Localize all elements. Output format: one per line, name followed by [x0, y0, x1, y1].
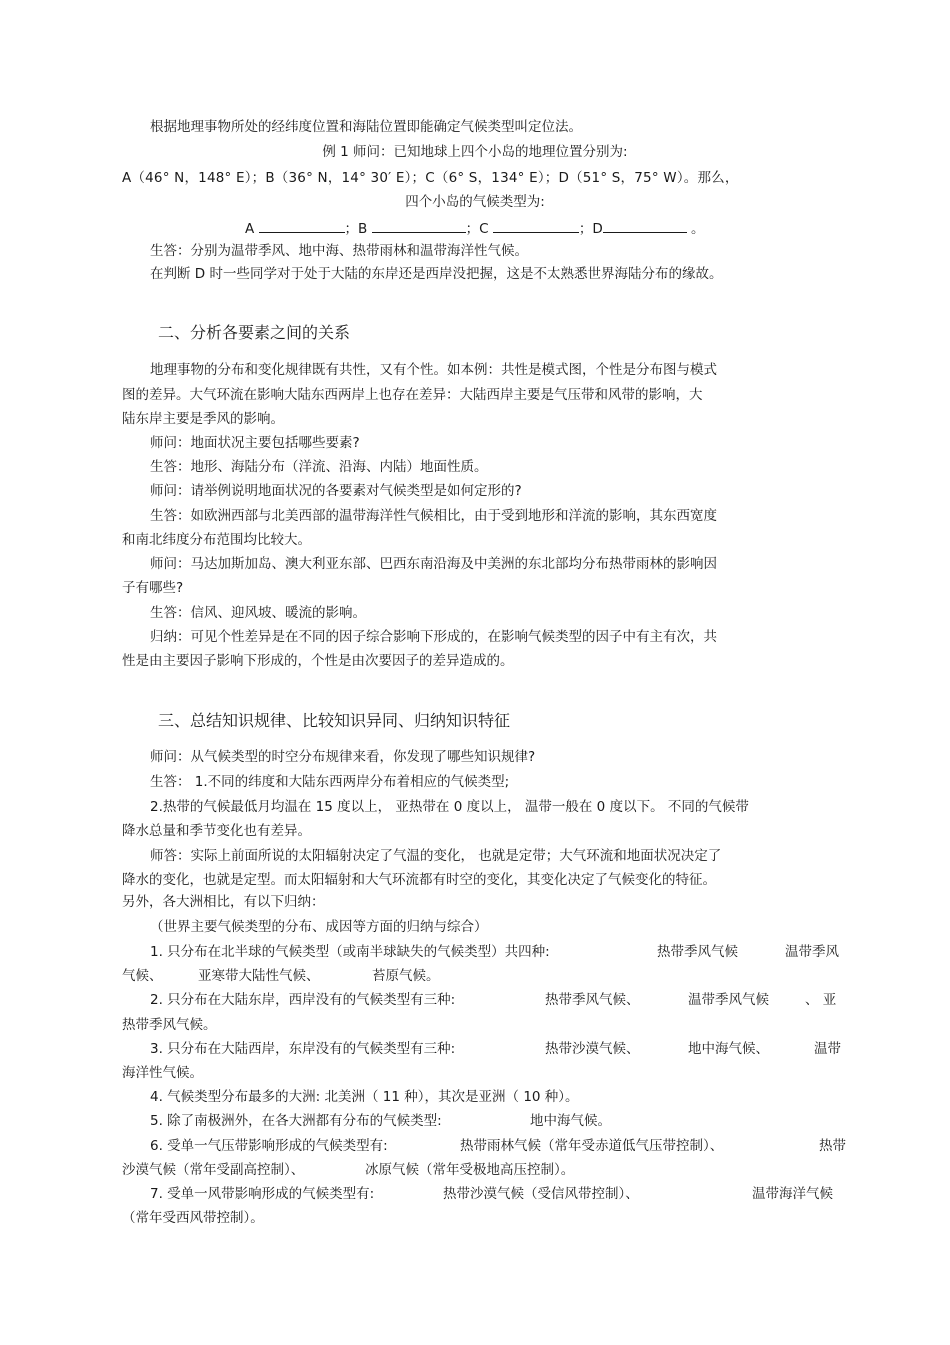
item3-line1-lead: 3. 只分布在大陆西岸，东岸没有的气候类型有三种: [150, 1041, 456, 1057]
example-question: 四个小岛的气候类型为: [405, 194, 545, 210]
item1-line1-lead: 1. 只分布在北半球的气候类型（或南半球缺失的气候类型）共四种: [150, 944, 550, 960]
paragraph-intro: 根据地理事物所处的经纬度位置和海陆位置即能确定气候类型叫定位法。 [150, 119, 582, 135]
section3-teacher-question: 师问：从气候类型的时空分布规律来看，你发现了哪些知识规律? [150, 749, 536, 765]
summary-line1: 归纳：可见个性差异是在不同的因子综合影响下形成的，在影响气候类型的因子中有主有次，共 [150, 629, 717, 645]
example-coordinates: A（46° N，148° E）；B（36° N，14° 30′ E）；C（6° S，134° E）；D（51° S，75° W）。那么， [122, 170, 739, 186]
section3-teacher-answer-line2: 降水的变化，也就是定型。而太阳辐射和大气环流都有时空的变化，其变化决定了气候变化的特征。 [122, 872, 716, 888]
teacher-question-3-line1: 师问：马达加斯加岛、澳大利亚东部、巴西东南沿海及中美洲的东北部均分布热带雨林的影响因 [150, 556, 717, 572]
student-answer-4: 生答：信风、迎风坡、暖流的影响。 [150, 605, 366, 621]
teacher-note-1: 在判断 D 时一些同学对于处于大陆的东岸还是西岸没把握，这是不太熟悉世界海陆分布的缘故。 [150, 266, 723, 282]
blank-a[interactable] [259, 218, 345, 233]
item3-line1-term2: 地中海气候、 [688, 1041, 769, 1057]
item4: 4. 气候类型分布最多的大洲: 北美洲（ 11 种），其次是亚洲（ 10 种）。 [150, 1089, 579, 1105]
summary-line2: 性是由主要因子影响下形成的，个性是由次要因子的差异造成的。 [122, 653, 514, 669]
item6-line2-term1: 沙漠气候（常年受副高控制）、 [122, 1162, 305, 1178]
item6-line1-term2: 热带 [819, 1138, 846, 1154]
item1-line2-term3: 苔原气候。 [372, 968, 440, 984]
blank-d[interactable] [603, 218, 687, 233]
item3-line1-term1: 热带沙漠气候、 [545, 1041, 640, 1057]
blank-label-b: ；B [344, 221, 368, 237]
section-heading-3: 三、总结知识规律、比较知识异同、归纳知识特征 [158, 711, 511, 730]
answer-blanks-line [245, 218, 705, 239]
item2-line1-term1: 热带季风气候、 [545, 992, 640, 1008]
blank-label-a: A [245, 221, 255, 237]
teacher-question-2: 师问：请举例说明地面状况的各要素对气候类型是如何定形的? [150, 483, 522, 499]
section-heading-2: 二、分析各要素之间的关系 [158, 323, 351, 342]
item7-line1-lead: 7. 受单一风带影响形成的气候类型有: [150, 1186, 375, 1202]
section2-paragraph-line2: 图的差异。大气环流在影响大陆东西两岸上也存在差异：大陆西岸主要是气压带和风带的影响，大 [122, 387, 703, 403]
section3-teacher-answer-line3: 另外，各大洲相比，有以下归纳： [122, 894, 325, 910]
blank-label-d: ；D [578, 221, 603, 237]
section3-student-answer: 生答： 1.不同的纬度和大陆东西两岸分布着相应的气候类型; [150, 774, 510, 790]
item1-line2-term2: 亚寒带大陆性气候、 [198, 968, 320, 984]
blank-b[interactable] [372, 218, 466, 233]
item3-line2: 海洋性气候。 [122, 1065, 203, 1081]
blank-label-c: ；C [465, 221, 489, 237]
example-title: 例 1 师问：已知地球上四个小岛的地理位置分别为: [322, 144, 628, 160]
item2-line2: 热带季风气候。 [122, 1017, 217, 1033]
section3-rule2-line1: 2.热带的气候最低月均温在 15 度以上， 亚热带在 0 度以上， 温带一般在 0 度以下。 不同的气候带 [150, 799, 749, 815]
item6-line2-term2: 冰原气候（常年受极地高压控制）。 [365, 1162, 575, 1178]
blank-end: 。 [691, 221, 705, 237]
section2-paragraph-line3: 陆东岸主要是季风的影响。 [122, 411, 284, 427]
item6-line1-term1: 热带雨林气候（常年受赤道低气压带控制）、 [460, 1138, 724, 1154]
section3-teacher-answer-line1: 师答：实际上前面所说的太阳辐射决定了气温的变化， 也就是定带；大气环流和地面状况决定了 [150, 848, 722, 864]
item7-line1-term1: 热带沙漠气候（受信风带控制）、 [443, 1186, 639, 1202]
item1-line2-term1: 气候、 [122, 968, 163, 984]
teacher-question-1: 师问：地面状况主要包括哪些要素? [150, 435, 360, 451]
item2-line1-lead: 2. 只分布在大陆东岸，西岸没有的气候类型有三种: [150, 992, 456, 1008]
item5-lead: 5. 除了南极洲外，在各大洲都有分布的气候类型: [150, 1113, 442, 1129]
item1-line1-term2: 温带季风 [785, 944, 839, 960]
item5-term: 地中海气候。 [530, 1113, 611, 1129]
student-answer-3-line2: 和南北纬度分布范围均比较大。 [122, 532, 311, 548]
section2-paragraph-line1: 地理事物的分布和变化规律既有共性，又有个性。如本例：共性是模式图，个性是分布图与模式 [150, 362, 717, 378]
item2-line1-term3: 、 亚 [805, 992, 837, 1008]
section3-rule2-line2: 降水总量和季节变化也有差异。 [122, 823, 311, 839]
teacher-question-3-line2: 子有哪些? [122, 580, 184, 596]
student-answer-2: 生答：地形、海陆分布（洋流、沿海、内陆）地面性质。 [150, 459, 488, 475]
item7-line2: （常年受西风带控制）。 [122, 1210, 264, 1226]
item3-line1-term3: 温带 [814, 1041, 841, 1057]
section3-subtitle: （世界主要气候类型的分布、成因等方面的归纳与综合） [150, 919, 488, 935]
item7-line1-term2: 温带海洋气候 [752, 1186, 833, 1202]
student-answer-1: 生答：分别为温带季风、地中海、热带雨林和温带海洋性气候。 [150, 243, 528, 259]
item1-line1-term1: 热带季风气候 [657, 944, 738, 960]
item2-line1-term2: 温带季风气候 [688, 992, 769, 1008]
student-answer-3-line1: 生答：如欧洲西部与北美西部的温带海洋性气候相比，由于受到地形和洋流的影响，其东西宽度 [150, 508, 717, 524]
blank-c[interactable] [493, 218, 579, 233]
item6-line1-lead: 6. 受单一气压带影响形成的气候类型有: [150, 1138, 388, 1154]
